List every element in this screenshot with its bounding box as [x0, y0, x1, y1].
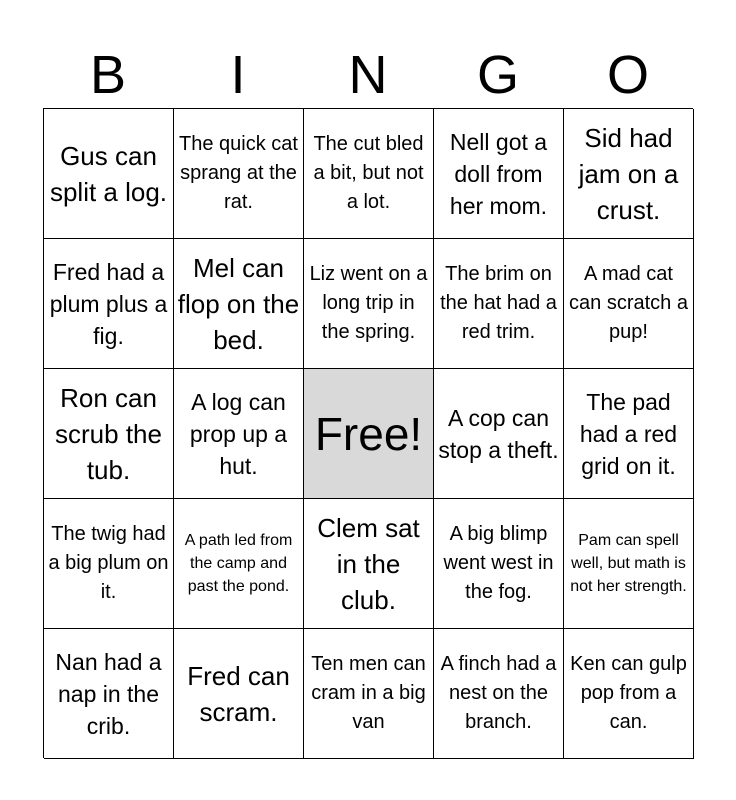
cell-text: Clem sat in the club. [317, 512, 420, 615]
bingo-cell [434, 369, 564, 499]
cell-text: A big blimp went west in the fog. [443, 523, 554, 603]
bingo-header [43, 42, 693, 108]
bingo-cell [174, 109, 304, 239]
bingo-cell [304, 239, 434, 369]
cell-text: Sid had jam on a crust. [578, 122, 679, 225]
cell-text: The cut bled a bit, but not a lot. [313, 133, 424, 213]
bingo-cell [304, 109, 434, 239]
bingo-cell [44, 369, 174, 499]
bingo-cell [564, 499, 694, 629]
cell-text: The quick cat sprang at the rat. [179, 133, 298, 213]
cell-text: Fred can scram. [187, 660, 290, 727]
cell-text: The brim on the hat had a red trim. [440, 263, 557, 343]
cell-text: Ron can scrub the tub. [55, 382, 162, 485]
bingo-grid [43, 108, 693, 758]
header-letter-i: I [230, 45, 246, 105]
cell-text: Gus can split a log. [49, 140, 168, 207]
header-letter-b: B [89, 45, 127, 105]
cell-text: Ten men can cram in a big van [311, 653, 426, 733]
bingo-cell [304, 499, 434, 629]
bingo-cell [174, 629, 304, 759]
header-letter-n: N [348, 45, 388, 105]
cell-text: Mel can flop on the bed. [177, 252, 300, 355]
cell-text: The pad had a red grid on it. [579, 388, 678, 479]
bingo-cell [174, 499, 304, 629]
bingo-cell [564, 369, 694, 499]
cell-text: A cop can stop a theft. [438, 404, 559, 463]
cell-text: The twig had a big plum on it. [48, 523, 169, 603]
free-label: Free! [314, 407, 423, 460]
bingo-cell [44, 629, 174, 759]
header-letter-o: O [606, 45, 649, 105]
cell-text: Liz went on a long trip in the spring. [309, 263, 428, 343]
bingo-cell [44, 109, 174, 239]
cell-text: A finch had a nest on the branch. [440, 653, 557, 733]
cell-text: Pam can spell well, but math is not her strength. [570, 532, 687, 595]
free-cell [304, 369, 434, 499]
bingo-cell [174, 369, 304, 499]
bingo-cell [174, 239, 304, 369]
bingo-cell [304, 629, 434, 759]
cell-text: A path led from the camp and past the pond. [184, 532, 293, 595]
cell-text: Ken can gulp pop from a can. [570, 653, 687, 733]
bingo-cell [434, 499, 564, 629]
bingo-cell [434, 239, 564, 369]
bingo-cell [44, 239, 174, 369]
bingo-cell [564, 109, 694, 239]
bingo-cell [564, 239, 694, 369]
bingo-cell [44, 499, 174, 629]
bingo-cell [434, 109, 564, 239]
header-letter-g: G [476, 45, 519, 105]
bingo-cell [434, 629, 564, 759]
bingo-cell [564, 629, 694, 759]
cell-text: Fred had a plum plus a fig. [49, 258, 168, 349]
cell-text: Nan had a nap in the crib. [55, 648, 162, 739]
cell-text: A log can prop up a hut. [189, 388, 288, 479]
cell-text: Nell got a doll from her mom. [449, 128, 548, 219]
cell-text: A mad cat can scratch a pup! [569, 263, 688, 343]
